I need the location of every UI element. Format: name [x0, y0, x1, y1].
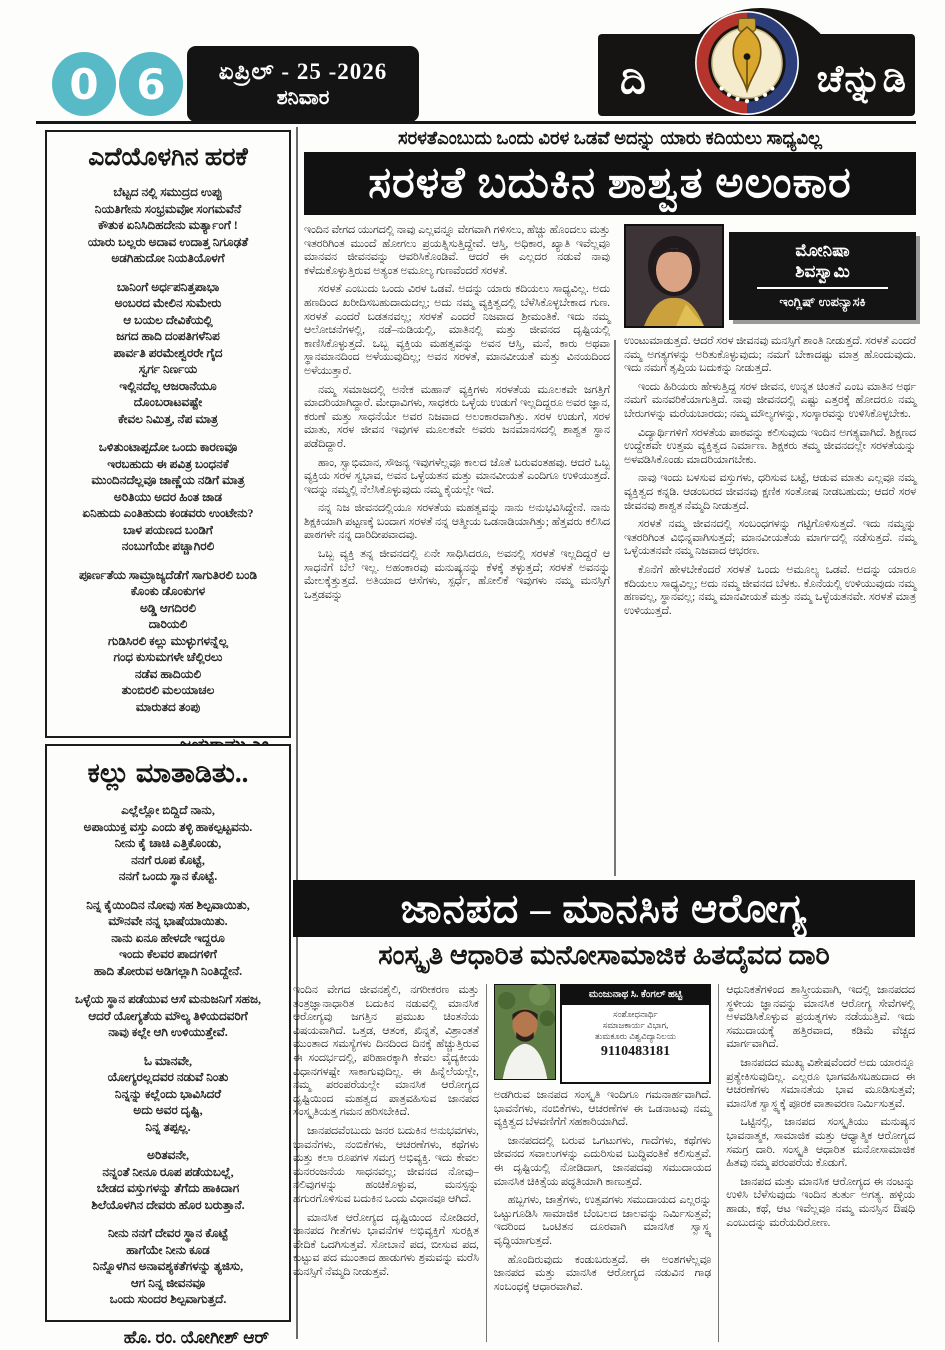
poem-line: ಇರಬಹುದು ಈ ಪವಿತ್ರ ಬಂಧನಕೆ [107, 456, 229, 471]
article-paragraph: ಜಾನಪದ ಮತ್ತು ಮಾನಸಿಕ ಆರೋಗ್ಯದ ಈ ನಂಟನ್ನು ಉಳಿಸಿ ಬೆಳೆಸುವುದು ಇಂದಿನ ತುರ್ತು ಅಗತ್ಯ. ಹಳ್ಳಿಯ ಹಾಡು, ಕಥೆ, ಆಟ ಇವೆಲ್ಲವೂ ನಮ್ಮ ಮನಸ್ಸಿನ ಔಷಧಿ ಎಂಬುದನ್ನು ಮರೆಯದಿರೋಣ. [726, 1175, 915, 1229]
article1-author-box [624, 224, 916, 328]
article2-body [293, 984, 915, 1342]
poem-line: ಜಗದ ಹಾದಿ ದಂಪತಿಗಳೆನಿಪ [116, 329, 220, 343]
poem-card-edeyolagina-harake [45, 130, 291, 738]
poem-stanza [53, 897, 283, 980]
poem-line: ಅಪಾಯುಕ್ತ ವಸ್ತು ಎಂದು ತಳ್ಳಿ ಹಾಕಲ್ಪಟ್ಟವನು. [83, 819, 253, 834]
article-paragraph: ಅಡಗಿರುವ ಜಾನಪದ ಸಂಸ್ಕೃತಿ ಇಂದಿಗೂ ಗಮನಾರ್ಹವಾಗಿದೆ. ಭಾವನೆಗಳು, ನಂಬಿಕೆಗಳು, ಆಚರಣೆಗಳ ಈ ಒಡನಾಟವು ನಮ್ಮ ವ್ಯಕ್ತಿತ್ವದ ಬೆಳವಣಿಗೆಗೆ ಸಹಕಾರಿಯಾಗಿದೆ. [493, 1089, 712, 1129]
poem-line: ಆ ಬಯಲ ದೇವಿಕೆಯಲ್ಲಿ [123, 312, 213, 327]
author-detail: ಸಂಶೋಧನಾರ್ಥಿ [613, 1009, 658, 1019]
poem-stanzas [53, 184, 283, 715]
poem-line: ಆದರೆ ಯೋಗ್ಯತೆಯ ಮೌಲ್ಯ ತಿಳಿಯದವರಿಗೆ [88, 1008, 248, 1023]
article-paragraph: ಉಂಟುಮಾಡುತ್ತದೆ. ಆದರೆ ಸರಳ ಜೀವನವು ಮನಸ್ಸಿಗೆ ಶಾಂತಿ ನೀಡುತ್ತದೆ. ಸರಳತೆ ಎಂದರೆ ನಮ್ಮ ಅಗತ್ಯಗಳನ್ನು ಅರಿತುಕೊಳ್ಳುವುದು; ನಮಗೆ ಬೇಕಾದಷ್ಟು ಮಾತ್ರ ಹೊಂದುವುದು. ಇದು ನಮಗೆ ತೃಪ್ತಿಯ ಬದುಕನ್ನು ನೀಡುತ್ತದೆ. [624, 335, 916, 375]
poem-stanzas [53, 802, 283, 1308]
author-role: ಇಂಗ್ಲಿಷ್ ಉಪನ್ಯಾಸಕಿ [779, 294, 866, 309]
poem-line: ಓ ಮಾನವೇ, [143, 1053, 193, 1068]
poem-line: ಹಾದಿ ತೋರುವ ಅಡಿಗಲ್ಲಾಗಿ ನಿಂತಿದ್ದೇನೆ. [93, 963, 243, 978]
article2-headline: ಜಾನಪದ – ಮಾನಸಿಕ ಆರೋಗ್ಯ [293, 880, 915, 937]
article1-column-2 [622, 224, 916, 876]
poem-stanza [53, 439, 283, 555]
poem-line: ಕೊಂಕು ಡೊಂಕುಗಳ [130, 584, 206, 598]
masthead-logo [598, 34, 915, 116]
author-name: ಮಂಜುನಾಥ ಸಿ. ಕೆಂಗಲ್ ಹಟ್ಟಿ [562, 986, 709, 1005]
poem-stanza [53, 184, 283, 267]
author-box-divider [757, 287, 888, 289]
article-paragraph: ಸರಳತೆ ಎಂಬುದು ಒಂದು ವಿರಳ ಒಡವೆ. ಅದನ್ನು ಯಾರು ಕದಿಯಲು ಸಾಧ್ಯವಿಲ್ಲ. ಅದು ಹಣದಿಂದ ಖರೀದಿಸಬಹುದಾದುದಲ್ಲ; ಅದು ನಮ್ಮ ವ್ಯಕ್ತಿತ್ವದಲ್ಲಿ ಬೆಳೆಸಿಕೊಳ್ಳಬೇಕಾದ ಗುಣ. ಸರಳತೆ ಎಂದರೆ ಬಡತನವಲ್ಲ; ಸರಳತೆ ಎಂದರೆ ನಿಜವಾದ ಶ್ರೀಮಂತಿಕೆ. ಇದು ನಮ್ಮ ಆಲೋಚನೆಗಳಲ್ಲಿ, ನಡೆ–ನುಡಿಯಲ್ಲಿ, ಮಾತಿನಲ್ಲಿ ಮತ್ತು ಜೀವನದ ದೃಷ್ಟಿಯಲ್ಲಿ ಕಾಣಿಸಿಕೊಳ್ಳುತ್ತದೆ. ಒಬ್ಬ ವ್ಯಕ್ತಿಯ ಮಹತ್ವವನ್ನು ಅವನ ಆಸ್ತಿ, ಮನೆ, ಕಾರು ಅಥವಾ ಸ್ಥಾನಮಾನದಿಂದ ಅಳೆಯುವುದಿಲ್ಲ; ಅವನ ಸರಳತೆ, ಮಾನವೀಯತೆ ಮತ್ತು ವಿನಯದಿಂದ ಅಳೆಯುತ್ತಾರೆ. [304, 283, 610, 377]
poem-line: ಮೌನವೇ ನನ್ನ ಭಾಷೆಯಾಯಿತು. [108, 914, 228, 928]
poem-stanza [53, 1225, 283, 1308]
poem-line: ನಂಬುಗೆಯೇ ಪಚ್ಚಾಗಿರಲಿ [121, 539, 215, 553]
poem-line: ಅದು ಅವರ ದೃಷ್ಟಿ, [133, 1103, 203, 1117]
article2-author-box [494, 984, 711, 1084]
article-paragraph: ಹಾಂ, ಸ್ವಾಭಿಮಾನ, ಸೌಜನ್ಯ ಇವುಗಳೆಲ್ಲವೂ ಕಾಲದ ಜೊತೆ ಬರುವಂತಹವು. ಆದರೆ ಒಬ್ಬ ವ್ಯಕ್ತಿಯ ಸರಳ ಸ್ವಭಾವ, ಅವನ ಒಳ್ಳೆಯತನ ಮತ್ತು ಮಾನವೀಯತೆ ಎಂದಿಗೂ ಉಳಿಯುತ್ತದೆ. ಇದನ್ನು ನಮ್ಮಲ್ಲಿ ನೆಲೆಸಿಕೊಳ್ಳುವುದು ನಮ್ಮ ಕೈಯಲ್ಲೇ ಇದೆ. [304, 456, 610, 496]
article-paragraph: ಜಾನಪದವೆಂಬುದು ಜನರ ಬದುಕಿನ ಅನುಭವಗಳು, ಭಾವನೆಗಳು, ನಂಬಿಕೆಗಳು, ಆಚರಣೆಗಳು, ಕಥೆಗಳು ಮತ್ತು ಕಲಾ ರೂಪಗಳ ಸಮಗ್ರ ಅಭಿವ್ಯಕ್ತಿ. ಇದು ಕೇವಲ ಮನರಂಜನೆಯ ಸಾಧನವಲ್ಲ; ಜೀವನದ ನೋವು–ನಲಿವುಗಳನ್ನು ಹಂಚಿಕೊಳ್ಳುವ, ಮನಸ್ಸನ್ನು ಹಗುರಗೊಳಿಸುವ ಬದುಕಿನ ಒಂದು ವಿಧಾನವೂ ಆಗಿದೆ. [293, 1124, 479, 1205]
page-number-badge [52, 52, 183, 116]
article2-column-2-text [494, 1089, 711, 1294]
poem-line: ಅಂಬರದ ಮೇಲಿನ ಸುಮೇರು [114, 296, 222, 310]
article-paragraph: ಸರಳತೆ ನಮ್ಮ ಜೀವನದಲ್ಲಿ ಸಂಬಂಧಗಳನ್ನು ಗಟ್ಟಿಗೊಳಿಸುತ್ತದೆ. ಇದು ನಮ್ಮನ್ನು ಇತರರಿಗಿಂತ ವಿಭಿನ್ನವಾಗಿಸುತ್ತದೆ; ಮಾನವೀಯತೆಯ ಮಾರ್ಗದಲ್ಲಿ ನಡೆಸುತ್ತದೆ. ನಮ್ಮ ಒಳ್ಳೆಯತನವೇ ನಮ್ಮ ನಿಜವಾದ ಆಭರಣ. [624, 518, 916, 558]
poem-line: ನೀನು ನನಗೆ ದೇವರ ಸ್ಥಾನ ಕೊಟ್ಟೆ [108, 1226, 228, 1240]
day-line: ಶನಿವಾರ [276, 86, 330, 109]
poem-line: ಅಡ್ಡಿ ಆಗದಿರಲಿ [140, 600, 196, 615]
poem-line: ಗಂಧ ಕುಸುಮಗಳೇ ಚೆಲ್ಲಿರಲು [113, 650, 223, 664]
article-paragraph: ನನ್ನ ನಿಜ ಜೀವನದಲ್ಲಿಯೂ ಸರಳತೆಯ ಮಹತ್ವವನ್ನು ನಾನು ಅನುಭವಿಸಿದ್ದೇನೆ. ನಾನು ಶಿಕ್ಷಕಿಯಾಗಿ ಪಟ್ಟಣಕ್ಕೆ ಬಂದಾಗ ಸರಳತೆ ನನ್ನ ಆತ್ಮೀಯ ಒಡನಾಡಿಯಾಗಿತ್ತು; ಹೆತ್ತವರು ಕಲಿಸಿದ ಪಾಠಗಳೇ ನನ್ನ ದಾರಿದೀಪವಾದವು. [304, 502, 610, 542]
poem-line: ನಾನು ಏನೂ ಹೇಳದೇ ಇದ್ದರೂ [111, 930, 225, 945]
poem-line: ದಾರಿಯಲಿ [148, 617, 188, 631]
date-line: ಏಪ್ರಿಲ್ - 25 -2026 [218, 58, 388, 84]
author-photo [494, 984, 556, 1080]
poem-line: ಬೇಡದ ವಸ್ತುಗಳನ್ನು ತೆಗೆದು ಹಾಕಿದಾಗ [96, 1181, 240, 1195]
article2-column-2 [486, 984, 711, 1342]
poem-title: ಎದೆಯೊಳಗಿನ ಹರಕೆ [88, 144, 248, 171]
article-paragraph: ಜಾನಪದದಲ್ಲಿ ಬರುವ ಒಗಟುಗಳು, ಗಾದೆಗಳು, ಕಥೆಗಳು ಜೀವನದ ಸವಾಲುಗಳನ್ನು ಎದುರಿಸುವ ಬುದ್ಧಿವಂತಿಕೆ ಕಲಿಸುತ್ತವೆ. ಈ ದೃಷ್ಟಿಯಲ್ಲಿ ನೋಡಿದಾಗ, ಜಾನಪದವು ಸಮುದಾಯದ ಮಾನಸಿಕ ಚಿಕಿತ್ಸೆಯ ಪದ್ಧತಿಯಾಗಿ ಕಾಣುತ್ತದೆ. [493, 1134, 712, 1188]
poem-line: ನನ್ನಂತೆ ನೀನೂ ರೂಪ ಪಡೆಯಬಲ್ಲೆ, [102, 1164, 234, 1179]
poem-stanza [53, 802, 283, 885]
poem-stanza [53, 1053, 283, 1136]
poem-line: ಬಾಳ ಪಯಣದ ಬಂಡಿಗೆ [123, 522, 213, 537]
poem-card-kallu-mataditu [45, 744, 291, 1347]
poem-stanza [53, 991, 283, 1041]
column-rule [614, 340, 616, 876]
author-name: ಶಿವಸ್ವಾಮಿ [795, 262, 850, 281]
poem-line: ಶಿಲೆಯೊಳಗಿನ ದೇವರು ಹೊರ ಬರುತ್ತಾನೆ. [91, 1197, 245, 1212]
poem-line: ನೀನು ಕೈ ಚಾಚಿ ಎತ್ತಿಕೊಂಡು, [114, 836, 222, 850]
page-number-digit: 0 [52, 52, 116, 116]
poem-line: ಪಾರ್ವತಿ ಪರಮೇಶ್ವರರೇ ಗೈದ [113, 345, 223, 360]
article-paragraph: ಜಾನಪದದ ಮುಖ್ಯ ವಿಶೇಷವೆಂದರೆ ಅದು ಯಾರನ್ನೂ ಪ್ರತ್ಯೇಕಿಸುವುದಿಲ್ಲ. ಎಲ್ಲರೂ ಭಾಗವಹಿಸಬಹುದಾದ ಈ ಆಚರಣೆಗಳು ಸಮಾನತೆಯ ಭಾವ ಮೂಡಿಸುತ್ತವೆ; ಮಾನಸಿಕ ಸ್ವಾಸ್ಥ್ಯಕ್ಕೆ ಪೂರಕ ವಾತಾವರಣ ನಿರ್ಮಿಸುತ್ತವೆ. [726, 1056, 915, 1110]
poem-line: ಕೌತುಕ ಏನಿಸಿದಿಹದೇನು ಮರ್ತ್ಯಾಂಗೆ ! [98, 218, 238, 232]
poem-line: ಯಾರು ಬಲ್ಲರು ಅದಾವ ಉದಾತ್ತ ನಿಗೂಢತೆ [87, 234, 249, 249]
poem-line: ದೊಂಬರಾಟವಷ್ಟೇ [133, 395, 203, 409]
page-number-digit: 6 [119, 52, 183, 116]
poem-line: ಕೇವಲ ನಿಮಿತ್ತ, ನೆಪ ಮಾತ್ರ [118, 411, 218, 426]
author-photo [624, 224, 724, 328]
article-paragraph: ಇಂದಿನ ವೇಗದ ಯುಗದಲ್ಲಿ ನಾವು ಎಲ್ಲವನ್ನೂ ವೇಗವಾಗಿ ಗಳಿಸಲು, ಹೆಚ್ಚು ಹೊಂದಲು ಮತ್ತು ಇತರರಿಗಿಂತ ಮುಂದೆ ಹೋಗಲು ಪ್ರಯತ್ನಿಸುತ್ತಿದ್ದೇವೆ. ಆಸ್ತಿ, ಅಧಿಕಾರ, ಖ್ಯಾತಿ ಇವೆಲ್ಲವೂ ಮಾನವನ ಜೀವನವನ್ನು ಆವರಿಸಿಕೊಂಡಿವೆ. ಆದರೆ ಈ ಎಲ್ಲದರ ನಡುವೆ ನಾವು ಕಳೆದುಕೊಳ್ಳುತ್ತಿರುವ ಅತ್ಯಂತ ಅಮೂಲ್ಯ ಗುಣವೆಂದರೆ ಸರಳತೆ. [304, 224, 610, 277]
poem-line: ಅಡಗಿಹುದೋ ನಿಯತಿಯೊಳಗೆ [111, 251, 225, 265]
article1-kicker: ಸರಳತೆಎಂಬುದು ಒಂದು ವಿರಳ ಒಡವೆ ಅದನ್ನು ಯಾರು ಕದಿಯಲು ಸಾಧ್ಯವಿಲ್ಲ [398, 128, 822, 148]
article-paragraph: ಮಾನಸಿಕ ಆರೋಗ್ಯದ ದೃಷ್ಟಿಯಿಂದ ನೋಡಿದರೆ, ಜಾನಪದ ಗೀತೆಗಳು ಭಾವನೆಗಳ ಅಭಿವ್ಯಕ್ತಿಗೆ ಸುರಕ್ಷಿತ ವೇದಿಕೆ ಒದಗಿಸುತ್ತವೆ. ಸೋಬಾನೆ ಪದ, ಬೀಸುವ ಪದ, ಕುಟ್ಟುವ ಪದ ಮುಂತಾದ ಹಾಡುಗಳು ಶ್ರಮವನ್ನು ಮರೆಸಿ ಮನಸ್ಸಿಗೆ ನೆಮ್ಮದಿ ನೀಡುತ್ತವೆ. [293, 1211, 479, 1278]
article2-subhead: ಸಂಸ್ಕೃತಿ ಆಧಾರಿತ ಮನೋಸಾಮಾಜಿಕ ಹಿತದೈವದ ದಾರಿ [378, 940, 830, 970]
header-rule [36, 121, 916, 124]
poem-line: ನಿನ್ನ ಕೈಯಿಂದಿನ ನೋವು ಸಹ ಶಿಲ್ಪವಾಯಿತು, [86, 897, 250, 912]
author-name: ಮೋನಿಷಾ [795, 241, 850, 260]
poem-line: ಇಂದು ಕೆಲವರ ಪಾದಗಳಿಗೆ [119, 947, 217, 961]
poem-line: ಒಳಿತುಂಟಾಪ್ಪದೋ ಒಂದು ಕಾರಣವೂ [98, 440, 238, 454]
article-paragraph: ಒಬ್ಬ ವ್ಯಕ್ತಿ ತನ್ನ ಜೀವನದಲ್ಲಿ ಏನೇ ಸಾಧಿಸಿದರೂ, ಅವನಲ್ಲಿ ಸರಳತೆ ಇಲ್ಲದಿದ್ದರೆ ಆ ಸಾಧನೆಗೆ ಬೆಲೆ ಇಲ್ಲ. ಅಹಂಕಾರವು ಮನುಷ್ಯನನ್ನು ಕೆಳಕ್ಕೆ ತಳ್ಳುತ್ತದೆ; ಸರಳತೆ ಅವನನ್ನು ಮೇಲಕ್ಕೆತ್ತುತ್ತದೆ. ಅತಿಯಾದ ಆಸೆಗಳು, ಸ್ಪರ್ಧೆ, ಹೋಲಿಕೆ ಇವುಗಳು ನಮ್ಮ ಮನಸ್ಸಿಗೆ ಒತ್ತಡವನ್ನು [304, 548, 610, 601]
poem-line: ನಿನ್ನೊಳಗಿನ ಅನಾವಶ್ಯಕತೆಗಳನ್ನು ತ್ಯಜಿಸು, [92, 1259, 244, 1273]
article-paragraph: ಇಂದಿನ ವೇಗದ ಜೀವನಶೈಲಿ, ನಗರೀಕರಣ ಮತ್ತು ತಂತ್ರಜ್ಞಾನಾಧಾರಿತ ಬದುಕಿನ ನಡುವಲ್ಲಿ ಮಾನಸಿಕ ಆರೋಗ್ಯವು ಜಗತ್ತಿನ ಪ್ರಮುಖ ಚಿಂತನೆಯ ವಿಷಯವಾಗಿದೆ. ಒತ್ತಡ, ಆತಂಕ, ಖಿನ್ನತೆ, ವಿಶ್ರಾಂತತೆ ಮುಂತಾದ ಸಮಸ್ಯೆಗಳು ದಿನದಿಂದ ದಿನಕ್ಕೆ ಹೆಚ್ಚುತ್ತಿರುವ ಈ ಸಂದರ್ಭದಲ್ಲಿ, ಪರಿಹಾರಕ್ಕಾಗಿ ಕೇವಲ ವೈದ್ಯಕೀಯ ವಿಧಾನಗಳಷ್ಟೇ ಸಾಕಾಗುವುದಿಲ್ಲ. ಈ ಹಿನ್ನೆಲೆಯಲ್ಲೇ, ನಮ್ಮ ಪರಂಪರೆಯಲ್ಲೇ ಮಾನಸಿಕ ಆರೋಗ್ಯದ ದೃಷ್ಟಿಯಿಂದ ಮಹತ್ವದ ಪಾತ್ರವಹಿಸುವ ಜಾನಪದ ಸಂಸ್ಕೃತಿಯತ್ತ ಗಮನ ಹರಿಸಬೇಕಿದೆ. [293, 984, 479, 1119]
poem-line: ಒಳ್ಳೆಯ ಸ್ಥಾನ ಪಡೆಯುವ ಆಸೆ ಮನುಜನಿಗೆ ಸಹಜ, [74, 992, 262, 1006]
poem-line: ಇಲ್ಲಿನದೆಲ್ಲ ಆಜರಾನೆಯೂ [119, 378, 217, 393]
poem-line: ಬೆಟ್ಟದ ನಲ್ಲಿ ಸಮುದ್ರದ ಉಪ್ಪು [113, 185, 223, 199]
article-paragraph: ಹಬ್ಬಗಳು, ಜಾತ್ರೆಗಳು, ಉತ್ಸವಗಳು ಸಮುದಾಯದ ಎಲ್ಲರನ್ನು ಒಟ್ಟುಗೂಡಿಸಿ ಸಾಮಾಜಿಕ ಬೆಂಬಲದ ಜಾಲವನ್ನು ನಿರ್ಮಿಸುತ್ತವೆ; ಇದರಿಂದ ಒಂಟಿತನ ದೂರವಾಗಿ ಮಾನಸಿಕ ಸ್ವಾಸ್ಥ್ಯ ವೃದ್ಧಿಯಾಗುತ್ತದೆ. [493, 1194, 712, 1247]
poem-line: ಎಲ್ಲೆಲ್ಲೋ ಬಿದ್ದಿದೆ ನಾನು, [121, 803, 215, 817]
poem-line: ಬಾನಿಂಗೆ ಅರ್ಧಪನಿತ್ತಪಾಭಾ [116, 279, 220, 294]
article1-headline: ಸರಳತೆ ಬದುಕಿನ ಶಾಶ್ವತ ಅಲಂಕಾರ [304, 152, 916, 215]
poem-line: ಮುಂದಿನದೆಲ್ಲವೂ ಜಾಣ್ಣೆಯ ನಡಿಗೆ ಮಾತ್ರ [91, 473, 245, 487]
article1-body [304, 224, 916, 876]
masthead-title: ಚೆನ್ನುಡಿ [816, 59, 907, 100]
article-paragraph: ವಿದ್ಯಾರ್ಥಿಗಳಿಗೆ ಸರಳತೆಯ ಪಾಠವನ್ನು ಕಲಿಸುವುದು ಇಂದಿನ ಅಗತ್ಯವಾಗಿದೆ. ಶಿಕ್ಷಣದ ಉದ್ದೇಶವೇ ಉತ್ತಮ ವ್ಯಕ್ತಿತ್ವದ ನಿರ್ಮಾಣ. ಶಿಕ್ಷಕರು ತಮ್ಮ ಜೀವನದಲ್ಲೇ ಸರಳತೆಯನ್ನು ಅಳವಡಿಸಿಕೊಂಡು ಮಾದರಿಯಾಗಬೇಕು. [624, 426, 916, 466]
poem-line: ಅರಿತಿಯು ಅದರ ಹಿಂತ ಜಾಡ [113, 489, 223, 504]
poem-line: ಏನಿಹುದು ಎಂತಿಹುದು ಕಂಡವರು ಉಂಟೇನು? [82, 506, 254, 520]
article2-column-1 [293, 984, 479, 1342]
poem-line: ನನಗೆ ರೂಪ ಕೊಟ್ಟೆ, [131, 852, 205, 867]
article-paragraph: ಇಂದು ಹಿರಿಯರು ಹೇಳುತ್ತಿದ್ದ ಸರಳ ಜೀವನ, ಉನ್ನತ ಚಿಂತನೆ ಎಂಬ ಮಾತಿನ ಅರ್ಥ ನಮಗೆ ಮನವರಿಕೆಯಾಗುತ್ತಿದೆ. ನಾವು ಜೀವನದಲ್ಲಿ ಎಷ್ಟು ಎತ್ತರಕ್ಕೆ ಹೋದರೂ ನಮ್ಮ ಬೇರುಗಳನ್ನು ಮರೆಯಬಾರದು; ನಮ್ಮ ಮೌಲ್ಯಗಳನ್ನು, ಸಂಸ್ಕಾರವನ್ನು ಉಳಿಸಿಕೊಳ್ಳಬೇಕು. [624, 380, 916, 420]
poem-line: ಆಗ ನಿನ್ನ ಜೀವನವೂ [130, 1275, 206, 1290]
poem-stanza [53, 1147, 283, 1213]
poem-line: ನನಗೆ ಒಂದು ಸ್ಥಾನ ಕೊಟ್ಟೆ. [118, 869, 218, 883]
poem-line: ಸ್ವರ್ಗ ನಿರ್ಣಯ [138, 362, 198, 376]
poem-line: ನಿನ್ನನ್ನು ಕಲ್ಲೆಂದು ಭಾವಿಸಿದರೆ [114, 1086, 222, 1101]
poem-line: ಅರಿತವನೇ, [147, 1148, 189, 1162]
poem-line: ಒಂದು ಸುಂದರ ಶಿಲ್ಪವಾಗುತ್ತದೆ. [109, 1292, 227, 1306]
poem-line: ನಾವು ಕಲ್ಲೇ ಆಗಿ ಉಳಿಯುತ್ತೇವೆ. [108, 1025, 228, 1039]
author-name-box [729, 232, 916, 320]
article2-column-3 [718, 984, 915, 1342]
masthead-prefix: ದಿ [620, 57, 646, 102]
poem-stanza [53, 279, 283, 428]
pen-emblem-icon [694, 10, 800, 116]
poem-line: ನಡೆವ ಹಾದಿಯಲಿ [134, 666, 202, 681]
poem-line: ಯೋಗ್ಯರಲ್ಲದವರ ನಡುವೆ ನಿಂತು [107, 1070, 229, 1084]
poem-line: ನಿಯತಿಗೇನು ಸಂಭ್ರಮವೋ ಸಂಗಮವೆನೆ [94, 201, 242, 216]
article-paragraph: ಒಟ್ಟಿನಲ್ಲಿ, ಜಾನಪದ ಸಂಸ್ಕೃತಿಯು ಮನುಷ್ಯನ ಭಾವನಾತ್ಮಕ, ಸಾಮಾಜಿಕ ಮತ್ತು ಆಧ್ಯಾತ್ಮಿಕ ಆರೋಗ್ಯದ ಸಮಗ್ರ ದಾರಿ. ಸಂಸ್ಕೃತಿ ಆಧಾರಿತ ಮನೋಸಾಮಾಜಿಕ ಹಿತವು ನಮ್ಮ ಪರಂಪರೆಯ ಕೊಡುಗೆ. [726, 1116, 915, 1170]
poem-line: ಹಾಗೆಯೇ ನೀನು ಕೂಡ [126, 1242, 210, 1257]
poem-line: ನಿನ್ನ ತಪ್ಪಲ್ಲ. [145, 1119, 191, 1134]
article-paragraph: ಕೊನೆಗೆ ಹೇಳಬೇಕೆಂದರೆ ಸರಳತೆ ಒಂದು ಅಮೂಲ್ಯ ಒಡವೆ. ಅದನ್ನು ಯಾರೂ ಕದಿಯಲು ಸಾಧ್ಯವಿಲ್ಲ; ಅದು ನಮ್ಮ ಜೀವನದ ಬೆಳಕು. ಕೊನೆಯಲ್ಲಿ ಉಳಿಯುವುದು ನಮ್ಮ ಹಣವಲ್ಲ, ಸ್ಥಾನವಲ್ಲ; ನಮ್ಮ ಮಾನವೀಯತೆ ಮತ್ತು ನಮ್ಮ ಒಳ್ಳೆಯತನವೇ. ಸರಳತೆ ಮಾತ್ರ ಉಳಿಯುತ್ತದೆ. [624, 563, 916, 617]
author-info-box [560, 984, 711, 1084]
date-box [187, 46, 419, 122]
author-phone: 9110483181 [600, 1044, 671, 1059]
author-detail: ತುಮಕೂರು ವಿಶ್ವವಿದ್ಯಾನಿಲಯ [595, 1031, 676, 1041]
poem-line: ಮಾರುತದ ತಂಪು [135, 699, 201, 714]
poem-line: ತುಂಬಿರಲಿ ಮಲಯಾಚಲ [121, 683, 215, 697]
poem-line: ಗುಡಿಸಿರಲಿ ಕಲ್ಲು ಮುಳ್ಳುಗಳನ್ನೆಲ್ಲ [108, 633, 228, 648]
poem-stanza [53, 567, 283, 716]
author-detail: ಸಮಾಜಕಾರ್ಯ ವಿಭಾಗ, [602, 1020, 669, 1030]
poem-line: ಪೂರ್ಣತೆಯ ಸಾಮ್ರಾಜ್ಯದೆಡೆಗೆ ಸಾಗುತಿರಲಿ ಬಂಡಿ [78, 567, 258, 582]
article-paragraph: ಹೊಂದಿರುವುದು ಕಂಡುಬರುತ್ತದೆ. ಈ ಅಂಶಗಳೆಲ್ಲವೂ ಜಾನಪದ ಮತ್ತು ಮಾನಸಿಕ ಆರೋಗ್ಯದ ನಡುವಿನ ಗಾಢ ಸಂಬಂಧಕ್ಕೆ ಆಧಾರವಾಗಿವೆ. [493, 1253, 712, 1293]
article-paragraph: ಆಧುನಿಕತೆಗಳಿಂದ ಶಾಸ್ತ್ರೀಯವಾಗಿ, ಇದಲ್ಲಿ ಜಾನಪದದ ಸ್ಥಳೀಯ ಜ್ಞಾನವನ್ನು ಮಾನಸಿಕ ಆರೋಗ್ಯ ಸೇವೆಗಳಲ್ಲಿ ಅಳವಡಿಸಿಕೊಳ್ಳುವ ಪ್ರಯತ್ನಗಳು ನಡೆಯುತ್ತಿವೆ. ಇದು ಸಮುದಾಯಕ್ಕೆ ಹತ್ತಿರವಾದ, ಕಡಿಮೆ ವೆಚ್ಚದ ಮಾರ್ಗವಾಗಿದೆ. [726, 984, 915, 1051]
poem-title: ಕಲ್ಲು ಮಾತಾಡಿತು.. [87, 758, 249, 788]
article1-column-2-text [624, 335, 916, 618]
article1-column-1 [304, 224, 610, 876]
article-paragraph: ನಾವು ಇಂದು ಬಳಸುವ ವಸ್ತುಗಳು, ಧರಿಸುವ ಬಟ್ಟೆ, ಆಡುವ ಮಾತು ಎಲ್ಲವೂ ನಮ್ಮ ವ್ಯಕ್ತಿತ್ವದ ಕನ್ನಡಿ. ಆಡಂಬರದ ಜೀವನವು ಕ್ಷಣಿಕ ಸಂತೋಷ ನೀಡಬಹುದು; ಆದರೆ ಸರಳ ಜೀವನವು ಶಾಶ್ವತ ನೆಮ್ಮದಿ ನೀಡುತ್ತದೆ. [624, 472, 916, 512]
article-paragraph: ನಮ್ಮ ಸಮಾಜದಲ್ಲಿ ಅನೇಕ ಮಹಾನ್ ವ್ಯಕ್ತಿಗಳು ಸರಳತೆಯ ಮೂಲಕವೇ ಜಗತ್ತಿಗೆ ಮಾದರಿಯಾಗಿದ್ದಾರೆ. ಮೇಧಾವಿಗಳು, ಸಾಧಕರು ಒಳ್ಳೆಯ ಉಡುಗೆ ಇಲ್ಲದಿದ್ದರೂ ಅವರ ಜ್ಞಾನ, ಕರುಣೆ ಮತ್ತು ಸಾಧನೆಯೇ ಅವರ ನಿಜವಾದ ಅಲಂಕಾರವಾಗಿತ್ತು. ಸರಳ ಉಡುಗೆ, ಸರಳ ಮಾತು, ಸರಳ ಜೀವನ ಇವುಗಳ ಮೂಲಕವೇ ಅವರು ಜನಮಾನಸದಲ್ಲಿ ಶಾಶ್ವತ ಸ್ಥಾನ ಪಡೆದಿದ್ದಾರೆ. [304, 383, 610, 450]
poem-author: ಹೊ. ರಂ. ಯೋಗೀಶ್ ಆರ್ [123, 1327, 269, 1347]
